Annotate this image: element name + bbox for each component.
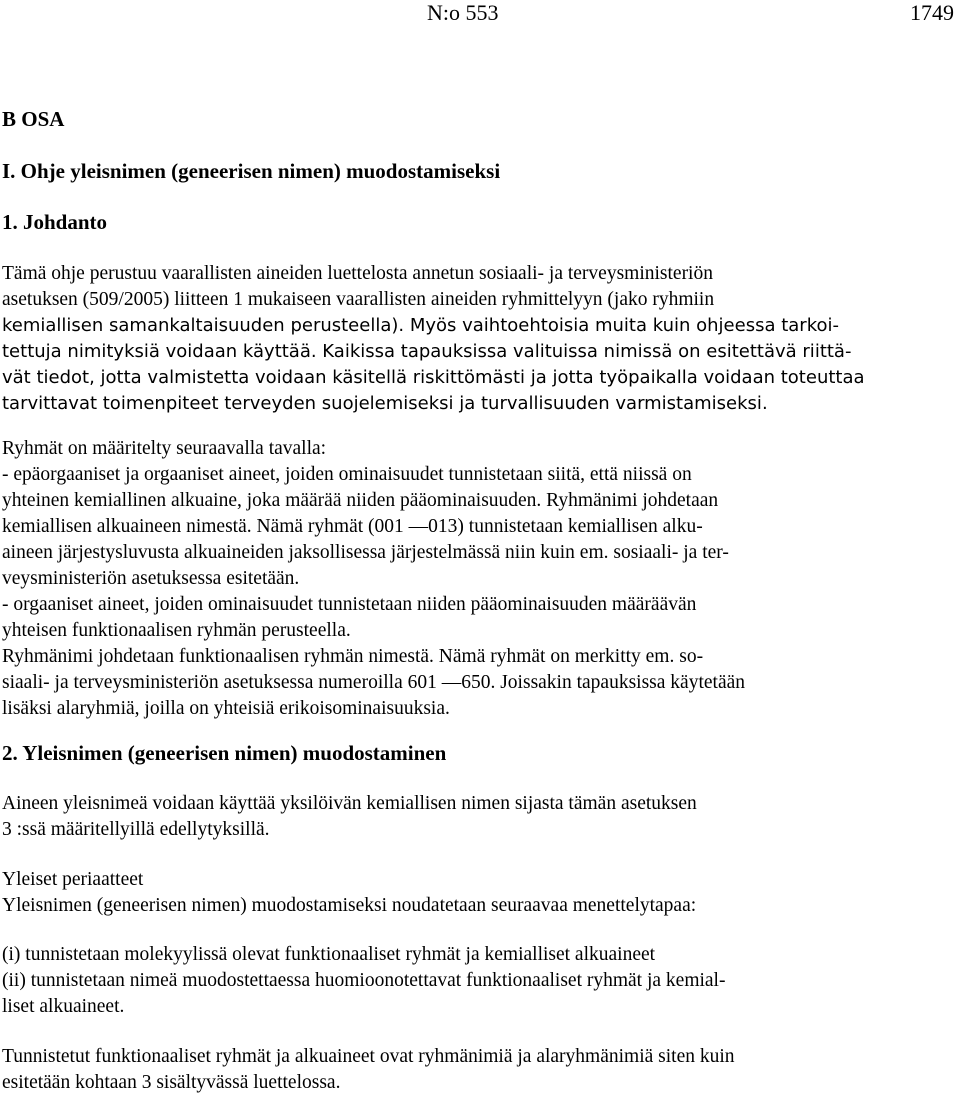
text-line: 3 :ssä määritellyillä edellytyksillä. bbox=[2, 819, 270, 840]
text-line: vät tiedot, jotta valmistetta voidaan käsitellä riskittömästi ja jotta työpaikalla voidaan toteuttaa bbox=[2, 367, 865, 388]
text-line: kemiallisen alkuaineen nimestä. Nämä ryhmät (001 —013) tunnistetaan kemiallisen alku- bbox=[2, 516, 703, 537]
list-item-continuation: liset alkuaineet. bbox=[2, 996, 125, 1017]
section-title: I. Ohje yleisnimen (geneerisen nimen) muodostamiseksi bbox=[2, 159, 501, 183]
intro-paragraph bbox=[2, 261, 954, 417]
text-line: yhteisen funktionaalisen ryhmän perusteella. bbox=[2, 620, 351, 641]
list-item: (i) tunnistetaan molekyylissä olevat funktionaaliset ryhmät ja kemialliset alkuaineet bbox=[2, 944, 656, 965]
text-line: aineen järjestysluvusta alkuaineiden jaksollisessa järjestelmässä niin kuin em. sosiaali- ja ter- bbox=[2, 542, 729, 563]
text-line: yhteinen kemiallinen alkuaine, joka määrää niiden pääominaisuuden. Ryhmänimi johdetaan bbox=[2, 490, 719, 511]
text-line: kemiallisen samankaltaisuuden perusteella). Myös vaihtoehtoisia muita kuin ohjeessa tarkoi- bbox=[2, 315, 839, 336]
document-number: N:o 553 bbox=[427, 0, 499, 25]
final-paragraph bbox=[2, 1044, 954, 1096]
text-line: Yleisnimen (geneerisen nimen) muodostamiseksi noudatetaan seuraavaa menettelytapaa: bbox=[2, 895, 697, 916]
text-line: veysministeriön asetuksessa esitetään. bbox=[2, 568, 300, 589]
text-line: - orgaaniset aineet, joiden ominaisuudet tunnistetaan niiden pääominaisuuden määräävän bbox=[2, 594, 697, 615]
text-line: esitetään kohtaan 3 sisältyvässä luettelossa. bbox=[2, 1072, 341, 1093]
text-line: Tämä ohje perustuu vaarallisten aineiden luettelosta annetun sosiaali- ja terveysministeriön bbox=[2, 263, 713, 284]
text-line: tettuja nimityksiä voidaan käyttää. Kaikissa tapauksissa valituissa nimissä on esitettävä riittä- bbox=[2, 341, 852, 362]
steps-paragraph bbox=[2, 942, 954, 1020]
text-line: siaali- ja terveysministeriön asetuksessa numeroilla 601 —650. Joissakin tapauksissa käytetään bbox=[2, 672, 745, 693]
formation-paragraph bbox=[2, 791, 954, 843]
formation-heading: 2. Yleisnimen (geneerisen nimen) muodostaminen bbox=[2, 741, 447, 765]
groups-paragraph bbox=[2, 436, 954, 722]
text-line: asetuksen (509/2005) liitteen 1 mukaiseen vaarallisten aineiden ryhmittelyyn (jako ryhmiin bbox=[2, 289, 715, 310]
subheading-line: Yleiset periaatteet bbox=[2, 869, 144, 890]
text-line: Tunnistetut funktionaaliset ryhmät ja alkuaineet ovat ryhmänimiä ja alaryhmänimiä siten kuin bbox=[2, 1046, 735, 1067]
text-line: Aineen yleisnimeä voidaan käyttää yksilöivän kemiallisen nimen sijasta tämän asetuksen bbox=[2, 793, 697, 814]
list-item: (ii) tunnistetaan nimeä muodostettaessa huomioonotettavat funktionaaliset ryhmät ja kemial- bbox=[2, 970, 726, 991]
part-title: B OSA bbox=[2, 107, 65, 131]
text-line: - epäorgaaniset ja orgaaniset aineet, joiden ominaisuudet tunnistetaan siitä, että niissä on bbox=[2, 464, 692, 485]
text-line: Ryhmänimi johdetaan funktionaalisen ryhmän nimestä. Nämä ryhmät on merkitty em. so- bbox=[2, 646, 704, 667]
page-number: 1749 bbox=[910, 0, 954, 25]
text-line: tarvittavat toimenpiteet terveyden suojelemiseksi ja turvallisuuden varmistamiseksi. bbox=[2, 393, 768, 414]
text-line: lisäksi alaryhmiä, joilla on yhteisiä erikoisominaisuuksia. bbox=[2, 698, 450, 719]
principles-paragraph bbox=[2, 867, 954, 919]
intro-heading: 1. Johdanto bbox=[2, 210, 108, 234]
text-line: Ryhmät on määritelty seuraavalla tavalla: bbox=[2, 438, 327, 459]
